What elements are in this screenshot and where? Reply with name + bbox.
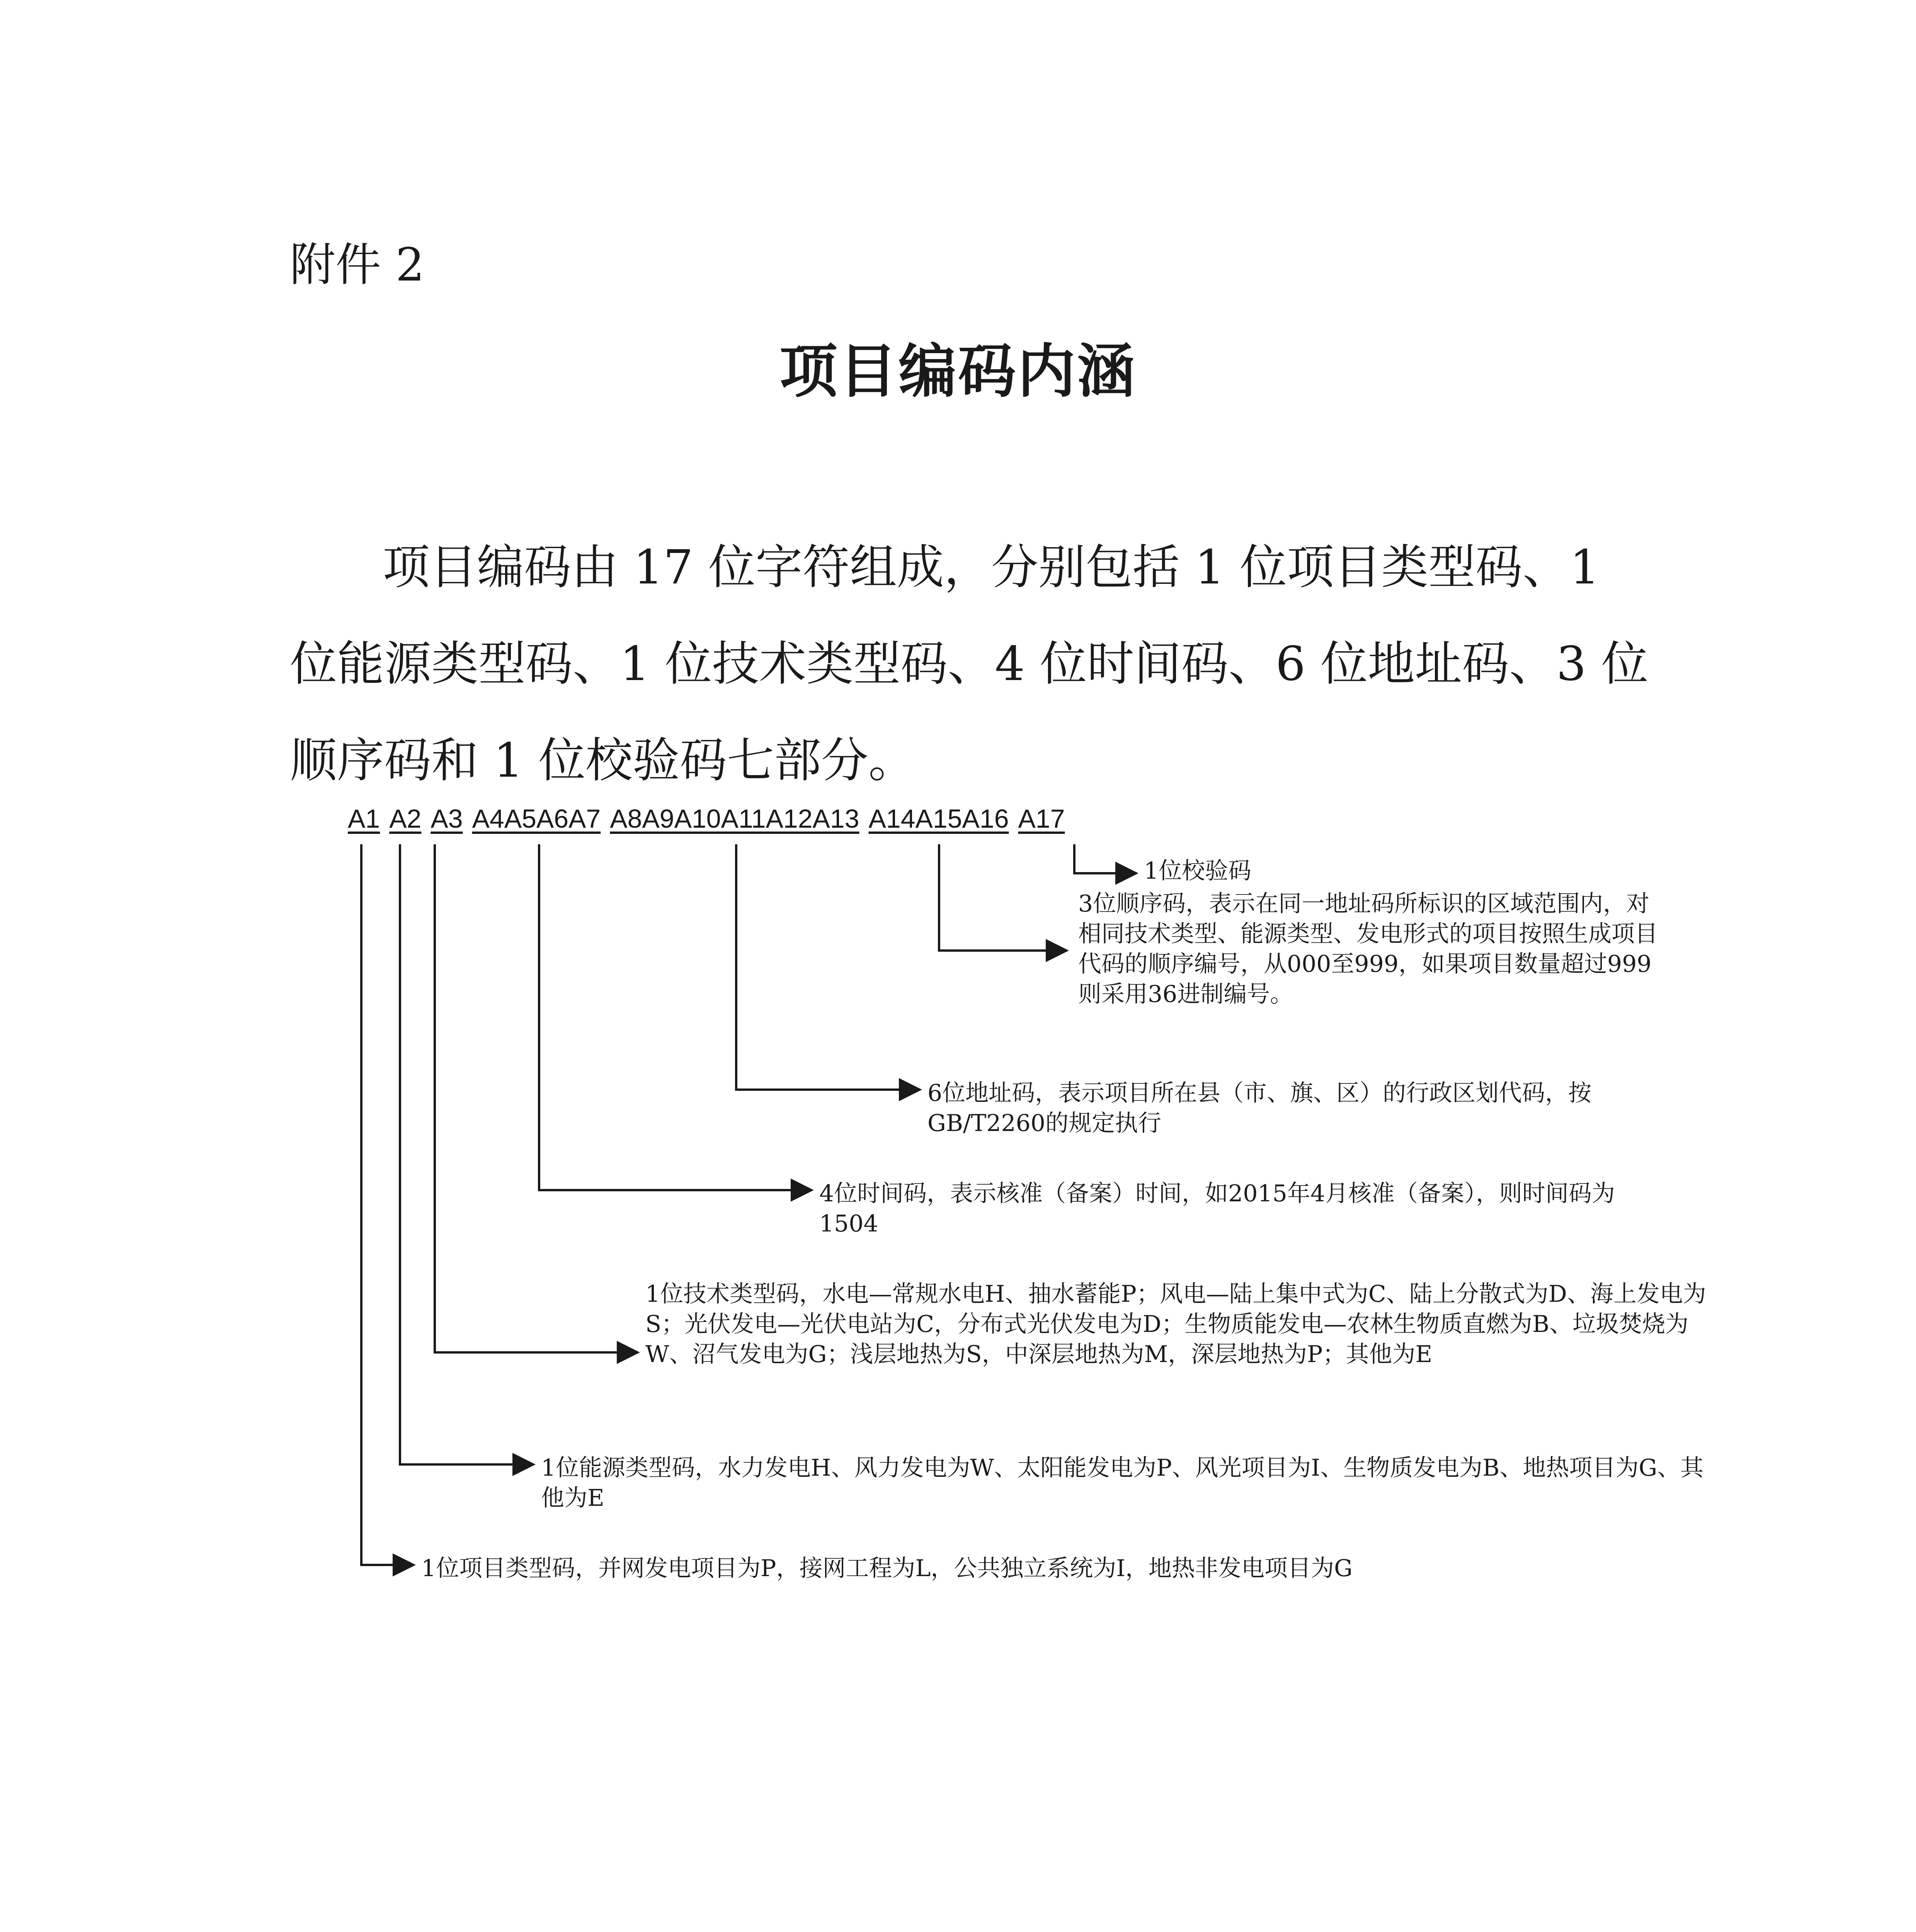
- connector-a17: [1074, 844, 1136, 873]
- connector-a2: [400, 844, 533, 1464]
- annotation-project-type-code: 1位项目类型码，并网发电项目为P，接网工程为L，公共独立系统为I，地热非发电项目为G: [421, 1555, 1353, 1582]
- paragraph-line-3: 顺序码和 1 位校验码七部分。: [290, 733, 916, 788]
- annotation-technology-type-code: 1位技术类型码，水电—常规水电H、抽水蓄能P；风电—陆上集中式为C、陆上分散式为D、海上发电为S；光伏发电—光伏电站为C，分布式光伏发电为D；生物质能发电—农林生物质直燃为B、垃圾焚烧为W、沼气发电为G；浅层地热为S，中深层地热为M，深层地热为P；其他为E: [645, 1281, 1706, 1368]
- annotation-address-code: 6位地址码，表示项目所在县（市、旗、区）的行政区划代码，按GB/T2260的规定执行: [927, 1080, 1592, 1137]
- code-group-a3: A3: [431, 804, 463, 833]
- code-group-a1: A1: [348, 804, 380, 833]
- code-group-a14-a16: A14A15A16: [868, 804, 1009, 833]
- annotation-sequence-code: 3位顺序码，表示在同一地址码所标识的区域范围内，对相同技术类型、能源类型、发电形式的项目按照生成项目代码的顺序编号，从000至999，如果项目数量超过999则采用36进制编号。: [1078, 890, 1658, 1008]
- connector-a8-a13: [736, 844, 920, 1090]
- attachment-label: 附件 2: [290, 238, 425, 291]
- connector-a4-a7: [539, 844, 812, 1190]
- paragraph-line-1: 项目编码由 17 位字符组成，分别包括 1 位项目类型码、1: [383, 540, 1600, 595]
- annotation-time-code: 4位时间码，表示核准（备案）时间，如2015年4月核准（备案），则时间码为1504: [819, 1180, 1615, 1237]
- paragraph-line-2: 位能源类型码、1 位技术类型码、4 位时间码、6 位地址码、3 位: [290, 636, 1649, 691]
- code-group-a4-a7: A4A5A6A7: [472, 804, 601, 833]
- annotation-energy-type-code: 1位能源类型码，水力发电H、风力发电为W、太阳能发电为P、风光项目为I、生物质发电为B、地热项目为G、其他为E: [541, 1454, 1704, 1512]
- connector-a3: [435, 844, 638, 1352]
- code-group-a17: A17: [1018, 804, 1065, 833]
- page-title: 项目编码内涵: [779, 338, 1137, 405]
- code-group-a8-a13: A8A9A10A11A12A13: [610, 804, 859, 833]
- annotation-check-code: 1位校验码: [1144, 857, 1252, 884]
- connector-a14-a16: [939, 844, 1067, 951]
- connector-a1: [361, 844, 413, 1565]
- code-group-a2: A2: [389, 804, 422, 833]
